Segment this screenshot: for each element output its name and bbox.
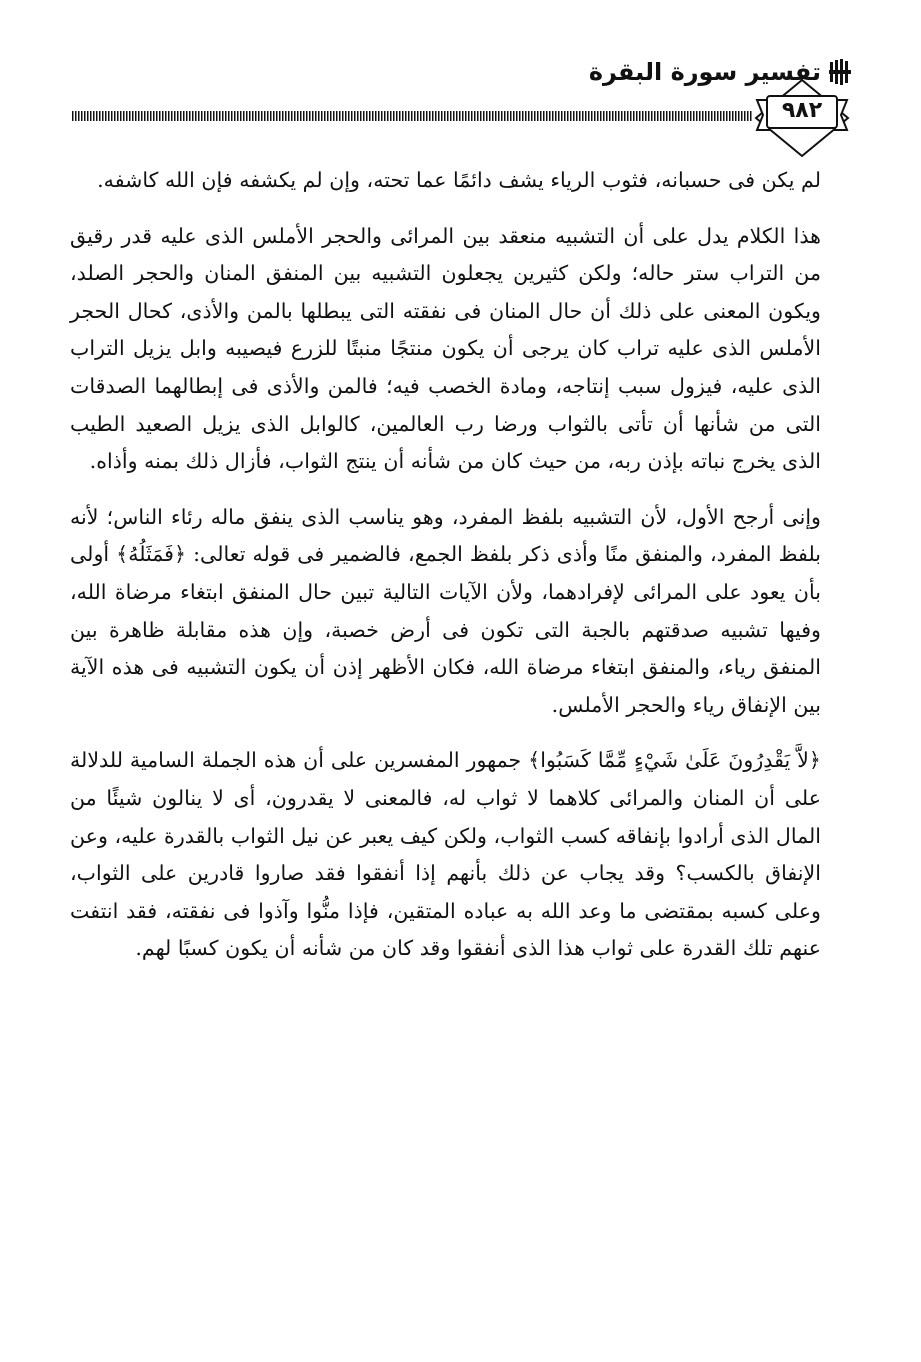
page-header bbox=[0, 0, 921, 165]
page-title: تفسير سورة البقرة bbox=[588, 58, 821, 86]
body-text bbox=[70, 162, 821, 968]
paragraph: ﴿لاَّ يَقْدِرُونَ عَلَىٰ شَيْءٍ مِّمَّا كَسَبُوا﴾ جمهور المفسرين على أن هذه الجملة السامية للدلالة على أن المنان والمرائى كلاهما لا ثواب له، فالمعنى لا يقدرون، أى لا ينالون شيئًا من المال الذى أرادوا بإنفاقه كسب الثواب، ولكن كيف يعبر عن نيل الثواب بالقدرة عليه، وعن الإنفاق بالكسب؟ وقد يجاب عن ذلك بأنهم إذا أنفقوا فقد صاروا قادرين على الثواب، وعلى كسبه بمقتضى ما وعد الله به عباده المتقين، فإذا منُّوا وآذوا فى نفقته، فقد انتفت عنهم تلك القدرة على ثواب هذا الذى أنفقوا وقد كان من شأنه أن يكون كسبًا لهم. bbox=[70, 748, 821, 961]
paragraph: وإنى أرجح الأول، لأن التشبيه بلفظ المفرد، وهو يناسب الذى ينفق ماله رئاء الناس؛ لأنه بلفظ المفرد، والمنفق منًا وأذى ذكر بلفظ الجمع، فالضمير فى قوله تعالى: ﴿فَمَثَلُهُ﴾ أولى بأن يعود على المرائى لإفرادهما، ولأن الآيات التالية تبين حال المنفق ابتغاء مرضاة الله، وفيها تشبيه صدقتهم بالجبة التى تكون فى أرض خصبة، وإن هذه مقابلة ظاهرة بين المنفق رياء، والمنفق ابتغاء مرضاة الله، فكان الأظهر إذن أن يكون التشبيه فى هذه الآية بين الإنفاق رياء والحجر الأملس. bbox=[70, 504, 821, 717]
paragraph: هذا الكلام يدل على أن التشبيه منعقد بين المرائى والحجر الأملس الذى عليه قدر رقيق من التراب ستر حاله؛ ولكن كثيرين يجعلون التشبيه بين المنفق المنان والحجر الصلد، ويكون المعنى على ذلك أن حال المنان فى نفقته التى يبطلها بالمن والأذى، كحال الحجر الأملس الذى عليه تراب كان يرجى أن يكون منتجًا منبتًا للزرع فيصيبه وابل يزيل التراب الذى عليه، فيزول سبب إنتاجه، ومادة الخصب فيه؛ فالمن والأذى فى إبطالهما الصدقات التى من شأنها أن تأتى بالثواب ورضا رب العالمين، كالوابل الذى يزيل الصعيد الطيب الذى يخرج نباته بإذن ربه، من حيث كان من شأنه أن ينتج الثواب، فأزال ذلك بمنه وأذاه. bbox=[70, 223, 821, 474]
page-number: ٩٨٢ bbox=[781, 98, 823, 123]
header-rule bbox=[72, 111, 753, 121]
paragraph: لم يكن فى حسبانه، فثوب الرياء يشف دائمًا عما تحته، وإن لم يكشفه فإن الله كاشفه. bbox=[97, 168, 821, 192]
